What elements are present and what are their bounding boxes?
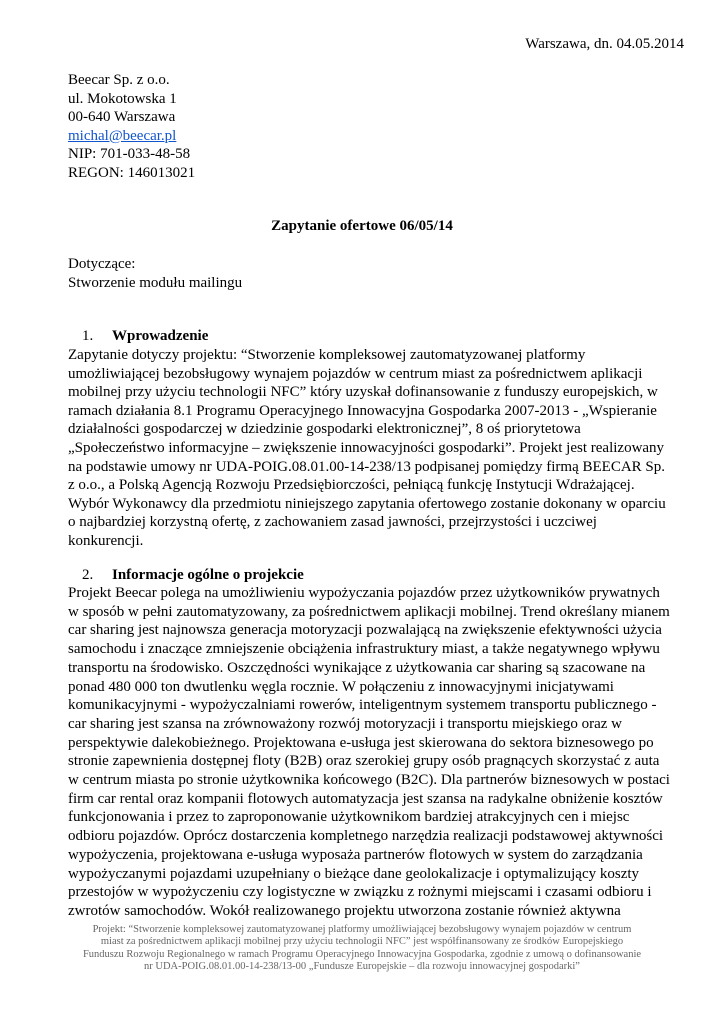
section-1-line: o najbardziej korzystną ofertę, z zachowaniem zasad jawności, przejrzystości i uczciwej bbox=[68, 514, 597, 531]
section-1-body bbox=[68, 346, 668, 551]
sender-company: Beecar Sp. z o.o. bbox=[68, 72, 170, 88]
section-2-line: car sharing jest szansa na zrównoważony rozwój motoryzacji i transportu miejskiego oraz w bbox=[68, 715, 622, 732]
section-1-line: ramach działania 8.1 Programu Operacyjnego Innowacyjna Gospodarka 2007-2013 - „Wspieranie bbox=[68, 402, 657, 419]
section-2-line: transportu na środowisko. Oszczędności wynikające z użytkowania car sharing są szacowane na bbox=[68, 659, 646, 676]
sender-email-link[interactable]: michal@beecar.pl bbox=[68, 127, 177, 144]
section-2-line: ponad 480 000 ton dwutlenku węgla rocznie. W połączeniu z innowacyjnymi inicjatywami bbox=[68, 678, 614, 695]
section-2-heading bbox=[82, 567, 304, 584]
sender-regon: REGON: 146013021 bbox=[68, 164, 196, 181]
section-1-line: umożliwiającej bezobsługowy wynajem pojazdów w centrum miast za pośrednictwem aplikacji bbox=[68, 365, 643, 382]
footer-line: Projekt: “Stworzenie kompleksowej zautomatyzowanej platformy umożliwiającej bezobsługowy wynajem pojazdów w centrum bbox=[92, 924, 632, 935]
section-2-line: car sharing jest najnowsza generacja motoryzacji pozwalającą na zwiększenie efektywności użycia bbox=[68, 622, 662, 639]
subject-label: Dotyczące: bbox=[68, 256, 136, 272]
sender-nip: NIP: 701-033-48-58 bbox=[68, 146, 191, 163]
document-title: Zapytanie ofertowe 06/05/14 bbox=[271, 218, 453, 234]
footer-line: miast za pośrednictwem aplikacji mobilnej przy użyciu technologii NFC” jest współfinansowany ze środków Europejskiego bbox=[100, 936, 624, 948]
section-1-line: Zapytanie dotyczy projektu: “Stworzenie kompleksowej zautomatyzowanej platformy bbox=[68, 347, 586, 363]
section-1-line: konkurencji. bbox=[68, 532, 144, 549]
section-2-line: samochodu i znaczące zmniejszenie obciążenia infrastruktury miast, a także negatywnego wpływu bbox=[68, 641, 660, 658]
section-2-number: 2. bbox=[82, 567, 94, 583]
sender-address-block bbox=[68, 71, 195, 183]
section-1-line: na podstawie umowy nr UDA-POIG.08.01.00-14-238/13 podpisanej pomiędzy firmą BEECAR Sp. bbox=[68, 458, 666, 475]
footer-line: nr UDA-POIG.08.01.00-14-238/13-00 „Fundusze Europejskie – dla rozwoju innowacyjnej gospodarki” bbox=[144, 961, 580, 973]
section-2-line: w sposób w pełni zautomatyzowany, za pośrednictwem aplikacji mobilnej. Trend określany mianem bbox=[68, 603, 670, 620]
page-footer bbox=[58, 924, 666, 974]
subject-block bbox=[68, 255, 242, 293]
section-1-line: mobilnej przy użyciu technologii NFC” który uzyskał dofinansowanie z funduszy europejskich, w bbox=[68, 384, 658, 401]
section-2-body bbox=[68, 584, 668, 921]
section-1-line: z o.o., a Polską Agencją Rozwoju Przedsiębiorczości, pełniącą funkcję Instytucji Wdrażającej. bbox=[68, 477, 635, 494]
section-1-number: 1. bbox=[82, 328, 94, 344]
section-1-line: „Społeczeństwo informacyjne – zwiększenie innowacyjności gospodarki”. Projekt jest realizowany bbox=[68, 439, 665, 456]
sender-city: 00-640 Warszawa bbox=[68, 109, 176, 126]
section-2-line: funkcjonowania i przez to zaproponowanie użytkownikom bardziej atrakcyjnych cen i miejsc bbox=[68, 809, 630, 826]
section-2-line: wypożyczanymi pojazdami uzupełniany o bieżące dane geolokalizacje i optymalizujący koszty bbox=[68, 865, 640, 882]
section-1-heading bbox=[82, 328, 208, 345]
section-2-title: Informacje ogólne o projekcie bbox=[112, 567, 304, 583]
footer-line: Funduszu Rozwoju Regionalnego w ramach Programu Operacyjnego Innowacyjna Gospodarka, zgodnie z umową o dofinansowanie bbox=[82, 948, 642, 960]
section-2-line: Projekt Beecar polega na umożliwieniu wypożyczania pojazdów przez użytkowników prywatnych bbox=[68, 585, 660, 601]
section-2-line: komunikacyjnymi - wypożyczalniami rowerów, inteligentnym systemem transportu publicznego - bbox=[68, 697, 657, 714]
section-1-title: Wprowadzenie bbox=[112, 328, 209, 344]
section-1-line: Wybór Wykonawcy dla przedmiotu niniejszego zapytania ofertowego zostanie dokonany w oparciu bbox=[68, 495, 666, 512]
section-2-line: odbioru pojazdów. Oprócz dostarczenia kompletnego narzędzia realizacji podstawowej aktywności bbox=[68, 828, 664, 845]
subject-value: Stworzenie modułu mailingu bbox=[68, 275, 243, 291]
section-2-line: wypożyczenia, projektowana e-usługa wyposaża partnerów flotowych w system do zarządzania bbox=[68, 846, 643, 863]
section-1-line: działalności gospodarczej w dziedzinie gospodarki elektronicznej”, 8 oś priorytetowa bbox=[68, 421, 581, 438]
section-2-line: stronie zapewnienia dostępnej floty (B2B) oraz szerokiej grupy osób pragnących skorzystać z auta bbox=[68, 753, 660, 770]
section-2-line: w centrum miasta po stronie użytkownika końcowego (B2C). Dla partnerów biznesowych w postaci bbox=[68, 772, 670, 789]
section-2-line: firm car rental oraz kompanii flotowych automatyzacja jest szansa na radykalne obniżenie kosztów bbox=[68, 790, 663, 807]
section-2-line: perspektywie dalekobieżnego. Projektowana e-usługa jest skierowana do sektora biznesowego po bbox=[68, 734, 654, 751]
section-2-line: zwrotów samochodów. Wokół realizowanego projektu utworzona zostanie również aktywna bbox=[68, 902, 621, 919]
sender-street: ul. Mokotowska 1 bbox=[68, 90, 177, 107]
section-2-line: przestojów w wypożyczeniu czy logistyczne w związku z rożnymi miejscami i czasami odbioru i bbox=[68, 884, 652, 901]
document-date: Warszawa, dn. 04.05.2014 bbox=[525, 36, 684, 52]
